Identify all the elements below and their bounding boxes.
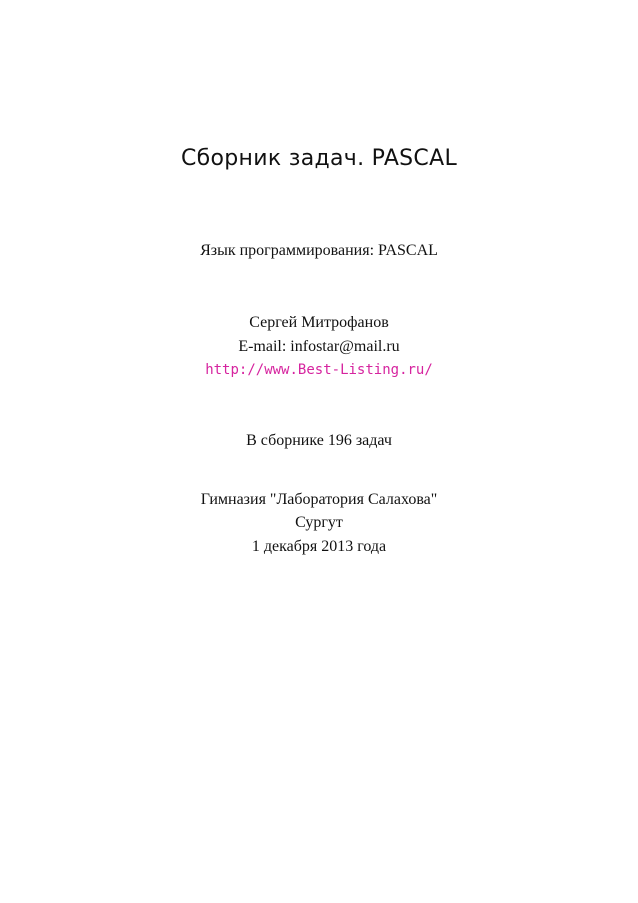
author-name: Сергей Митрофанов <box>249 314 389 331</box>
author-website-link[interactable]: http://www.Best-Listing.ru/ <box>205 362 433 378</box>
document-subtitle: Язык программирования: PASCAL <box>200 242 438 259</box>
document-title: Сборник задач. PASCAL <box>180 146 457 171</box>
institution-name: Гимназия "Лаборатория Салахова" <box>200 491 438 508</box>
document-date: 1 декабря 2013 года <box>251 538 387 555</box>
institution-city: Сургут <box>295 514 343 531</box>
author-email: E-mail: infostar@mail.ru <box>238 338 400 355</box>
task-count: В сборнике 196 задач <box>246 432 392 449</box>
author-website-row <box>0 360 638 380</box>
